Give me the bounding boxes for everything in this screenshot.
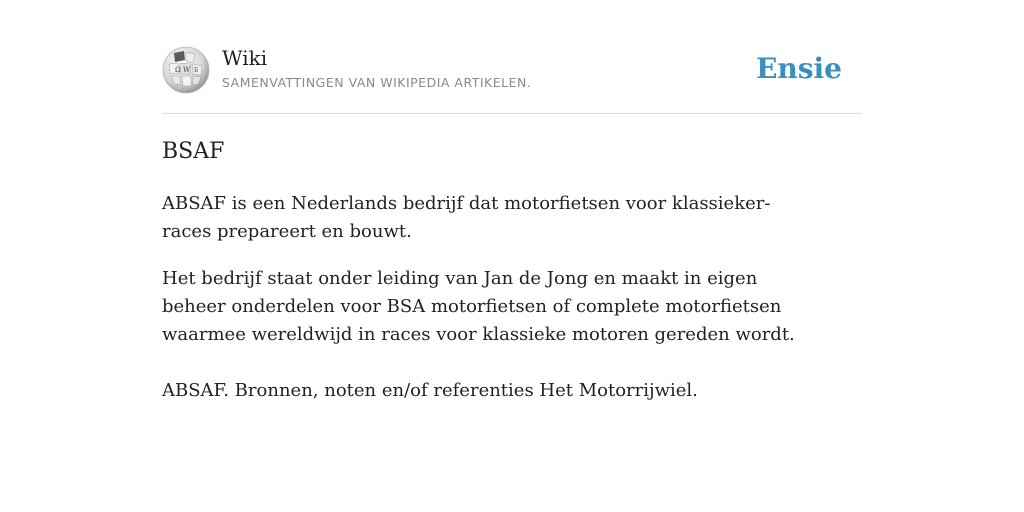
page-container	[162, 0, 862, 401]
svg-text:Б: Б	[194, 67, 199, 74]
article-title: BSAF	[162, 139, 225, 164]
svg-text:Ω: Ω	[175, 66, 181, 74]
ensie-brand-logo[interactable]: Ensie	[756, 52, 842, 85]
site-tagline: SAMENVATTINGEN VAN WIKIPEDIA ARTIKELEN.	[222, 75, 532, 90]
site-title[interactable]: Wiki	[222, 46, 268, 70]
site-header	[162, 0, 862, 114]
article-paragraph-1: ABSAF is een Nederlands bedrijf dat motorfietsen voor klassieker-races prepareert en bouwt.	[162, 193, 771, 242]
article-paragraph-2: Het bedrijf staat onder leiding van Jan de Jong en maakt in eigen beheer onderdelen voor BSA motorfietsen of complete motorfietsen waarmee wereldwijd in races voor klassieke motoren gereden wordt.	[162, 268, 795, 345]
svg-text:W: W	[183, 66, 191, 74]
wikipedia-globe-icon[interactable]	[162, 46, 210, 94]
article-sources: ABSAF. Bronnen, noten en/of referenties Het Motorrijwiel.	[162, 380, 698, 401]
